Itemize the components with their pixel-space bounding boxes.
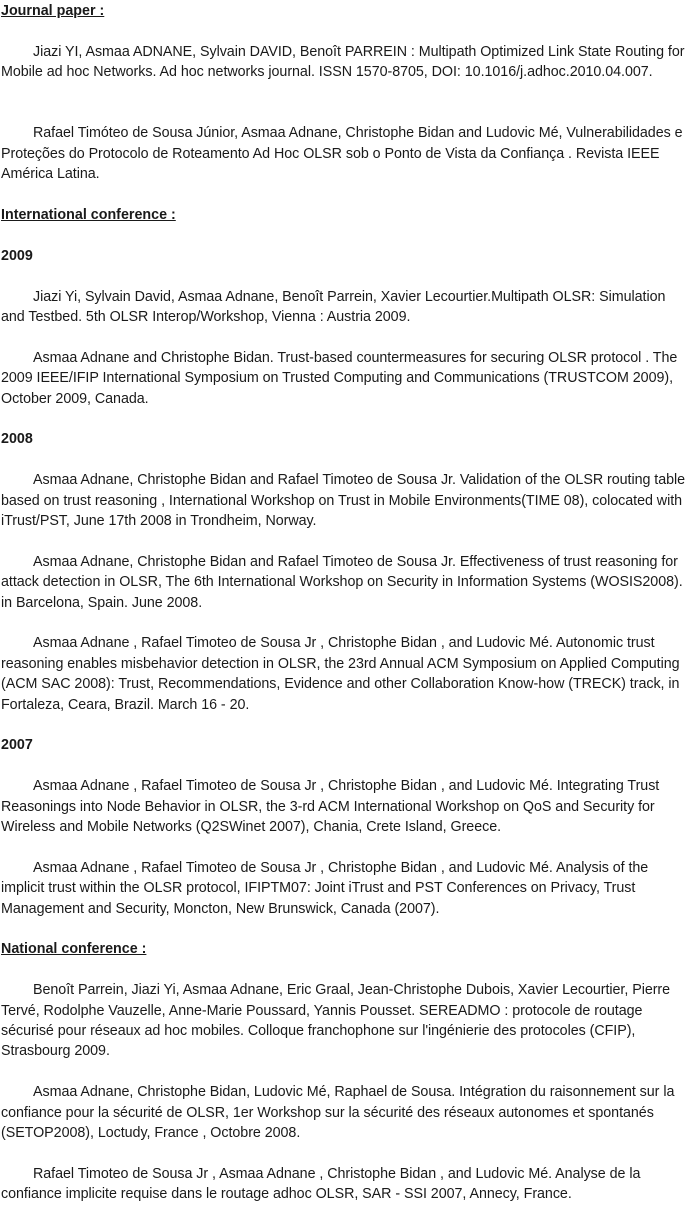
- spacer: [1, 1143, 686, 1163]
- spacer: [1, 919, 686, 939]
- conference-entry: Asmaa Adnane , Rafael Timoteo de Sousa Jr , Christophe Bidan , and Ludovic Mé. Autonomic trust reasoning enables misbehavior detection in OLSR, the 23rd Annual ACM Symposium on Applied Computing (ACM SAC 2008): Trust, Recommendations, Evidence and other Collaboration Know-how (TRECK) track, in Fortaleza, Ceara, Brazil. March 16 - 20.: [1, 635, 680, 713]
- conference-entry: Asmaa Adnane , Rafael Timoteo de Sousa Jr , Christophe Bidan , and Ludovic Mé. Analysis of the implicit trust within the OLSR protocol, IFIPTM07: Joint iTrust and PST Conferences on Privacy, Trust Management and Security, Moncton, New Brunswick, Canada (2007).: [1, 859, 649, 917]
- spacer: [1, 225, 686, 245]
- spacer: [1, 21, 686, 41]
- conference-entry: Asmaa Adnane , Rafael Timoteo de Sousa Jr , Christophe Bidan , and Ludovic Mé. Integrating Trust Reasonings into Node Behavior in OLSR, the 3-rd ACM International Workshop on QoS and Security for Wireless and Mobile Networks (Q2SWinet 2007), Chania, Crete Island, Greece.: [1, 778, 660, 835]
- year-label-2007: 2007: [1, 737, 33, 754]
- spacer: [1, 613, 686, 633]
- national-entry: Rafael Timoteo de Sousa Jr , Asmaa Adnane , Christophe Bidan , and Ludovic Mé. Analyse de la confiance implicite requise dans le routage adhoc OLSR, SAR - SSI 2007, Annecy, France.: [1, 1165, 641, 1203]
- year-label-2009: 2009: [1, 247, 33, 264]
- spacer: [1, 327, 686, 347]
- spacer: [1, 185, 686, 205]
- journal-entry: Rafael Timóteo de Sousa Júnior, Asmaa Adnane, Christophe Bidan and Ludovic Mé, Vulnerabilidades e Proteções do Protocolo de Roteamento Ad Hoc OLSR sob o Ponto de Vista da Confiança . Revista IEEE América Latina.: [1, 125, 683, 183]
- conference-entry: Asmaa Adnane and Christophe Bidan. Trust-based countermeasures for securing OLSR protocol . The 2009 IEEE/IFIP International Symposium on Trusted Computing and Communications (TRUSTCOM 2009), October 2009, Canada.: [1, 349, 678, 407]
- spacer: [1, 756, 686, 776]
- journal-entry: Jiazi YI, Asmaa ADNANE, Sylvain DAVID, Benoît PARREIN : Multipath Optimized Link State Routing for Mobile ad hoc Networks. Ad hoc networks journal. ISSN 1570-8705, DOI: 10.1016/j.adhoc.2010.04.007.: [1, 43, 685, 81]
- national-entry: Benoît Parrein, Jiazi Yi, Asmaa Adnane, Eric Graal, Jean-Christophe Dubois, Xavier Lecourtier, Pierre Tervé, Rodolphe Vauzelle, Anne-Marie Poussard, Yannis Pousset. SEREADMO : protocole de routage sécurisé pour réseaux ad hoc mobiles. Colloque franchophone sur l'ingénierie des protocoles (CFIP), Strasbourg 2009.: [1, 982, 671, 1060]
- spacer: [1, 83, 686, 124]
- conference-entry: Asmaa Adnane, Christophe Bidan and Rafael Timoteo de Sousa Jr. Validation of the OLSR routing table based on trust reasoning , International Workshop on Trust in Mobile Environments(TIME 08), colocated with iTrust/PST, June 17th 2008 in Trondheim, Norway.: [1, 472, 686, 529]
- spacer: [1, 837, 686, 857]
- spacer: [1, 266, 686, 286]
- spacer: [1, 1062, 686, 1082]
- national-entry: Asmaa Adnane, Christophe Bidan, Ludovic Mé, Raphael de Sousa. Intégration du raisonnement sur la confiance pour la sécurité de OLSR, 1er Workshop sur la sécurité des réseaux autonomes et spontanés (SETOP2008), Loctudy, France , Octobre 2008.: [1, 1084, 675, 1141]
- journal-paper-heading: Journal paper :: [1, 3, 105, 19]
- conference-entry: Jiazi Yi, Sylvain David, Asmaa Adnane, Benoît Parrein, Xavier Lecourtier.Multipath OLSR: Simulation and Testbed. 5th OLSR Interop/Workshop, Vienna : Austria 2009.: [1, 288, 666, 325]
- international-conference-heading: International conference :: [1, 207, 176, 223]
- spacer: [1, 450, 686, 470]
- national-conference-heading: National conference :: [1, 941, 147, 958]
- year-label-2008: 2008: [1, 431, 33, 448]
- spacer: [1, 409, 686, 429]
- spacer: [1, 960, 686, 980]
- conference-entry: Asmaa Adnane, Christophe Bidan and Rafael Timoteo de Sousa Jr. Effectiveness of trust reasoning for attack detection in OLSR, The 6th International Workshop on Security in Information Systems (WOSIS2008). in Barcelona, Spain. June 2008.: [1, 553, 683, 611]
- spacer: [1, 531, 686, 551]
- spacer: [1, 715, 686, 735]
